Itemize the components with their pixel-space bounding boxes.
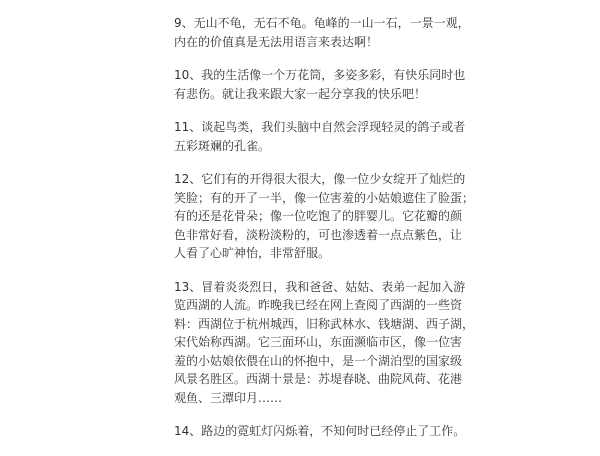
text-line: 14、路边的霓虹灯闪烁着，不知何时已经停止了工作。 (174, 424, 466, 438)
text-line: 色非常好看，淡粉淡粉的，可也渗透着一点点紫色，让 (174, 227, 463, 242)
text-line: 观鱼、三潭印月…… (174, 390, 283, 405)
text-line: 有的还是花骨朵；像一位吃饱了的胖婴儿。它花瓣的颜 (174, 209, 463, 223)
article-text (174, 14, 475, 456)
text-line: 人看了心旷神怡，非常舒服。 (174, 246, 331, 260)
text-line: 13、冒着炎炎烈日，我和爸爸、姑姑、表弟一起加入游 (174, 279, 466, 294)
text-line: 笑脸；有的开了一半，像一位害羞的小姑娘遮住了脸蛋； (174, 190, 475, 205)
text-line: 料：西湖位于杭州城西，旧称武林水、钱塘湖、西子湖， (174, 316, 475, 331)
text-line: 内在的价值真是无法用语言来表达啊！ (174, 34, 379, 49)
text-line: 风景名胜区。西湖十景是：苏堤春晓、曲院风荷、花港 (174, 372, 463, 386)
text-line: 11、谈起鸟类，我们头脑中自然会浮现轻灵的鸽子或者 (174, 120, 466, 134)
paragraph-9 (174, 14, 470, 51)
paragraph-14 (174, 422, 466, 441)
text-line: 10、我的生活像一个万花筒，多姿多彩，有快乐同时也 (174, 68, 466, 82)
paragraph-13 (174, 278, 475, 408)
text-line: 五彩斑斓的孔雀。 (174, 138, 271, 153)
paragraph-12 (174, 170, 475, 263)
text-line: 览西湖的人流。昨晚我已经在网上查阅了西湖的一些资 (174, 298, 463, 312)
text-line: 羞的小姑娘依偎在山的怀抱中，是一个湖泊型的国家级 (174, 353, 463, 368)
text-line: 有悲伤。就让我来跟大家一起分享我的快乐吧！ (174, 86, 427, 101)
paragraph-11 (174, 118, 466, 155)
text-line: 9、无山不龟，无石不龟。龟峰的一山一石，一景一观， (174, 16, 470, 30)
paragraph-10 (174, 66, 466, 103)
text-line: 12、它们有的开得很大很大，像一位少女绽开了灿烂的 (174, 172, 466, 186)
text-line: 宋代始称西湖。它三面环山，东面濒临市区，像一位害 (174, 335, 463, 349)
